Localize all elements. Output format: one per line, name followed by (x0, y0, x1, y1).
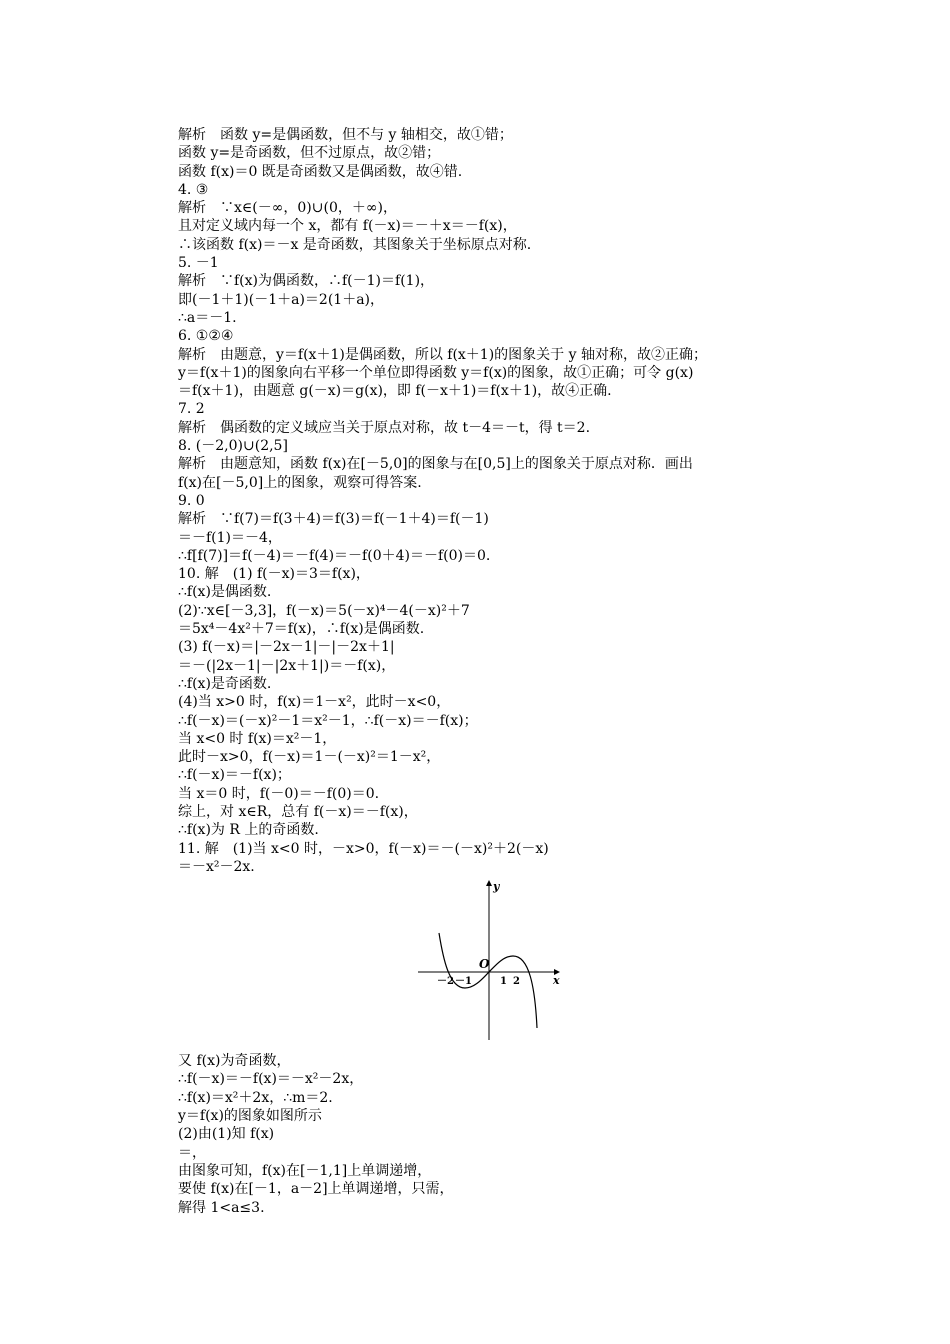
text-line: ＝f(x＋1)，由题意 g(－x)＝g(x)，即 f(－x＋1)＝f(x＋1)，故④正确. (178, 383, 612, 400)
text-line: ＝－(|2x－1|－|2x＋1|)＝－f(x)， (178, 657, 396, 674)
text-line: (4)当 x>0 时，f(x)＝1－x²，此时－x<0， (178, 694, 451, 711)
text-line: 8. (－2,0)∪(2,5] (178, 438, 288, 455)
text-line: 即(－1＋1)(－1＋a)＝2(1＋a)， (178, 291, 385, 308)
text-line: 函数 f(x)＝0 既是奇函数又是偶函数，故④错. (178, 163, 463, 180)
text-line: ∴f(－x)＝(－x)²－1＝x²－1，∴f(－x)＝－f(x)； (178, 712, 478, 729)
y-axis-label: y (493, 880, 500, 894)
solution-text-bottom (178, 1052, 818, 1217)
text-line: 且对定义域内每一个 x，都有 f(－x)＝－＋x＝－f(x)， (178, 218, 517, 235)
text-line: 解析 偶函数的定义域应当关于原点对称，故 t－4＝－t，得 t＝2. (178, 419, 591, 436)
text-line: ∴a＝－1. (178, 309, 237, 326)
text-line: y＝f(x)的图象如图所示 (178, 1108, 322, 1125)
text-line: 当 x<0 时 f(x)＝x²－1， (178, 730, 337, 747)
function-graph (413, 878, 563, 1044)
text-line: 解析 ∵x∈(－∞，0)∪(0，＋∞)， (178, 200, 397, 217)
text-line: 解析 函数 y=是偶函数，但不与 y 轴相交，故①错； (178, 127, 513, 143)
text-line: 此时－x>0，f(－x)＝1－(－x)²＝1－x²， (178, 749, 441, 766)
text-line: f(x)在[－5,0]上的图象，观察可得答案. (178, 474, 422, 491)
tick-label-neg2: －2 (437, 976, 454, 988)
text-line: ＝， (178, 1144, 206, 1161)
text-line: 解析 ∵f(x)为偶函数，∴f(－1)＝f(1)， (178, 273, 435, 290)
text-line: 5. －1 (178, 255, 219, 272)
text-line: 6. ①②④ (178, 328, 234, 345)
text-line: (2)由(1)知 f(x) (178, 1126, 275, 1143)
text-line: 函数 y=是奇函数，但不过原点，故②错； (178, 145, 441, 162)
origin-label: O (479, 957, 490, 972)
text-line: ∴f(－x)＝－f(x)＝－x²－2x， (178, 1071, 364, 1088)
text-line: 要使 f(x)在[－1，a－2]上单调递增，只需， (178, 1181, 454, 1198)
solution-page (178, 126, 818, 1217)
text-line: (2)∵x∈[－3,3]，f(－x)＝5(－x)⁴－4(－x)²＋7 (178, 602, 470, 619)
text-line: 解析 ∵f(7)＝f(3＋4)＝f(3)＝f(－1＋4)＝f(－1) (178, 511, 489, 528)
solution-text-top (178, 126, 818, 876)
text-line: ∴f(x)是奇函数. (178, 675, 272, 692)
text-line: ＝－x²－2x. (178, 858, 255, 875)
tick-label-2: 2 (513, 976, 520, 988)
text-line: 9. 0 (178, 492, 205, 509)
function-graph-figure (178, 878, 818, 1048)
text-line: 由图象可知，f(x)在[－1,1]上单调递增， (178, 1162, 432, 1179)
text-line: 10. 解 (1) f(－x)＝3＝f(x)， (178, 566, 370, 583)
text-line: ∴f(x)＝x²＋2x，∴m＝2. (178, 1089, 333, 1106)
tick-label-neg1: －1 (455, 976, 472, 988)
text-line: 4. ③ (178, 181, 209, 198)
text-line: 综上，对 x∈R，总有 f(－x)＝－f(x)， (178, 803, 418, 820)
text-line: ∴f(x)为 R 上的奇函数. (178, 822, 319, 839)
text-line: 11. 解 (1)当 x<0 时，－x>0，f(－x)＝－(－x)²＋2(－x) (178, 840, 549, 857)
text-line: 解析 由题意，y＝f(x＋1)是偶函数，所以 f(x＋1)的图象关于 y 轴对称，故②正确； (178, 346, 707, 363)
text-line: ∴f[f(7)]＝f(－4)＝－f(4)＝－f(0＋4)＝－f(0)＝0. (178, 547, 491, 564)
text-line: ＝5x⁴－4x²＋7＝f(x)，∴f(x)是偶函数. (178, 621, 425, 638)
text-line: ＝－f(1)＝－4， (178, 529, 282, 546)
text-line: 7. 2 (178, 401, 205, 418)
text-line: (3) f(－x)＝|－2x－1|－|－2x＋1| (178, 639, 395, 656)
x-axis-label: x (553, 974, 560, 988)
text-line: ∴f(－x)＝－f(x)； (178, 767, 291, 784)
text-line: 解析 由题意知，函数 f(x)在[－5,0]的图象与在[0,5]上的图象关于原点对称．画出 (178, 456, 693, 473)
text-line: y＝f(x＋1)的图象向右平移一个单位即得函数 y＝f(x)的图象，故①正确；可令 g(x) (178, 364, 694, 381)
text-line: ∴f(x)是偶函数. (178, 584, 272, 601)
text-line: 又 f(x)为奇函数， (178, 1053, 291, 1070)
text-line: ∴该函数 f(x)＝－x 是奇函数，其图象关于坐标原点对称. (178, 236, 532, 253)
text-line: 当 x＝0 时，f(－0)＝－f(0)＝0. (178, 785, 380, 802)
tick-label-1: 1 (500, 976, 507, 988)
text-line: 解得 1<a≤3. (178, 1199, 265, 1216)
